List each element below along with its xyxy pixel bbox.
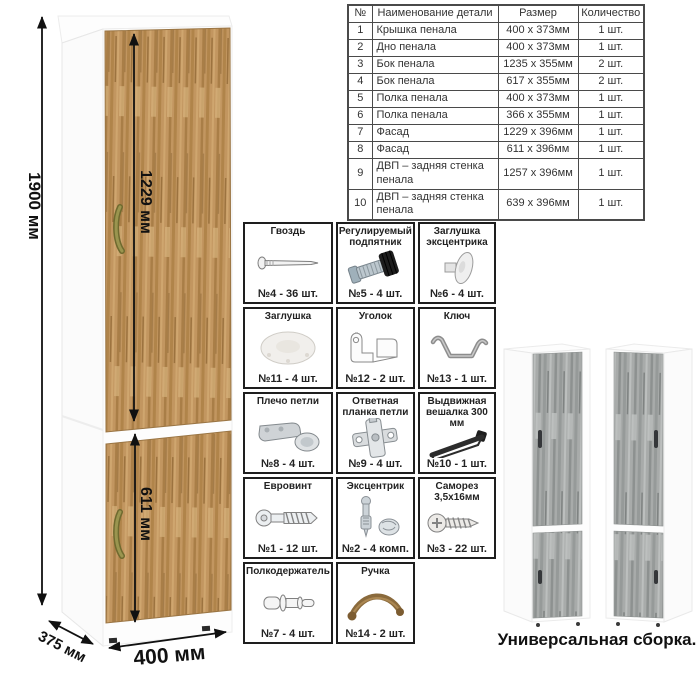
hardware-item (336, 562, 415, 644)
cabinet-diagram (0, 0, 242, 683)
part-size: 366 х 355мм (498, 108, 578, 125)
hardware-item-name: Гвоздь (270, 226, 306, 237)
hardware-item-count: №11 - 4 шт. (258, 373, 318, 385)
hardware-item-name: Ответная планка петли (342, 396, 409, 419)
part-qty: 1 шт. (578, 108, 644, 125)
hardware-item (243, 307, 333, 389)
hinge-plate-icon (345, 418, 405, 458)
part-size: 1257 х 396мм (498, 159, 578, 190)
ref-left-lower-handle (538, 570, 542, 584)
part-name: ДВП – задняя стенка пенала (372, 159, 498, 190)
part-qty: 1 шт. (578, 40, 644, 57)
table-row (348, 40, 644, 57)
part-name: Фасад (372, 142, 498, 159)
ref-right-upper-handle (654, 430, 658, 448)
hex-key-icon (425, 322, 489, 373)
lower-door (106, 431, 231, 623)
part-size: 1229 х 396мм (498, 125, 578, 142)
hardware-item (418, 222, 496, 304)
hardware-item (336, 392, 415, 474)
hardware-grid (243, 222, 496, 644)
hardware-item-count: №1 - 12 шт. (257, 543, 318, 555)
hardware-item-name: Выдвижная вешалка 300 мм (426, 396, 488, 430)
reference-cabinet-left (504, 344, 590, 627)
cabinet-foot-right (202, 626, 210, 632)
hardware-item-count: №2 - 4 комп. (341, 543, 409, 555)
part-qty: 1 шт. (578, 142, 644, 159)
cabinet-foot-left (109, 638, 117, 644)
part-qty: 1 шт. (578, 91, 644, 108)
hardware-item-name: Заглушка эксцентрика (426, 226, 488, 249)
hardware-item-count: №4 - 36 шт. (257, 288, 318, 300)
hardware-item-name: Ручка (361, 566, 390, 577)
confirmat-screw-icon (255, 492, 321, 543)
shelf-pin-icon (258, 577, 318, 628)
part-qty: 1 шт. (578, 125, 644, 142)
hardware-item-count: №10 - 1 шт. (426, 458, 487, 470)
part-number: 1 (348, 23, 372, 40)
hardware-item-count: №13 - 1 шт. (426, 373, 487, 385)
dim-depth-label: 375 мм (35, 627, 89, 667)
hardware-item-name: Плечо петли (256, 396, 320, 407)
table-row (348, 57, 644, 74)
universal-assembly-render (496, 340, 700, 630)
hardware-item (418, 477, 496, 559)
part-number: 10 (348, 189, 372, 220)
hardware-item-name: Эксцентрик (346, 481, 405, 492)
hardware-item-count: №14 - 2 шт. (345, 628, 406, 640)
table-row (348, 74, 644, 91)
ref-left-foot (536, 623, 540, 627)
hardware-item-count: №9 - 4 шт. (348, 458, 403, 470)
hardware-item-count: №3 - 22 шт. (426, 543, 487, 555)
part-size: 611 х 396мм (498, 142, 578, 159)
hardware-item (336, 222, 415, 304)
hardware-item (418, 392, 496, 474)
part-qty: 1 шт. (578, 159, 644, 190)
table-header-row (348, 5, 644, 23)
ref-right-foot (616, 622, 620, 626)
ref-right-side (664, 349, 692, 622)
col-header-size: Размер (498, 5, 578, 23)
reference-cabinet-right (606, 344, 692, 627)
hardware-item-name: Саморез 3,5х16мм (434, 481, 480, 504)
table-row (348, 23, 644, 40)
part-qty: 1 шт. (578, 23, 644, 40)
handle-icon (342, 577, 408, 628)
hardware-item (336, 307, 415, 389)
part-number: 3 (348, 57, 372, 74)
part-number: 5 (348, 91, 372, 108)
ref-right-lower-handle (654, 570, 658, 584)
part-qty: 1 шт. (578, 189, 644, 220)
ref-left-upper-handle (538, 430, 542, 448)
hardware-item-count: №7 - 4 шт. (260, 628, 315, 640)
cabinet-side-panel (62, 29, 103, 646)
table-row (348, 142, 644, 159)
part-size: 1235 х 355мм (498, 57, 578, 74)
part-number: 2 (348, 40, 372, 57)
part-qty: 2 шт. (578, 57, 644, 74)
hinge-arm-icon (255, 407, 321, 458)
hardware-item (418, 307, 496, 389)
cam-cap-icon (432, 248, 482, 288)
plug-cap-icon (257, 322, 319, 373)
col-header-qty: Количество (578, 5, 644, 23)
ref-left-side (504, 349, 532, 622)
hardware-item (243, 392, 333, 474)
hardware-item-name: Заглушка (264, 311, 312, 322)
part-number: 7 (348, 125, 372, 142)
corner-bracket-icon (344, 322, 406, 373)
hardware-item (243, 477, 333, 559)
hardware-item-count: №8 - 4 шт. (260, 458, 315, 470)
table-row (348, 91, 644, 108)
col-header-number: № (348, 5, 372, 23)
dim-height-label: 1900 мм (25, 172, 44, 240)
ref-right-foot (656, 623, 660, 627)
table-row (348, 125, 644, 142)
adjustable-foot-icon (346, 248, 404, 288)
hardware-item-count: №12 - 2 шт. (345, 373, 406, 385)
ref-left-foot (576, 622, 580, 626)
screw-icon (426, 503, 488, 543)
nail-icon (255, 237, 321, 288)
part-name: Полка пенала (372, 108, 498, 125)
cam-lock-icon (345, 492, 405, 543)
hardware-item-count: №6 - 4 шт. (429, 288, 484, 300)
part-name: ДВП – задняя стенка пенала (372, 189, 498, 220)
part-name: Дно пенала (372, 40, 498, 57)
table-row (348, 189, 644, 220)
dim-upper-door-label: 1229 мм (137, 170, 154, 234)
part-qty: 2 шт. (578, 74, 644, 91)
part-name: Крышка пенала (372, 23, 498, 40)
hardware-item-name: Евровинт (263, 481, 313, 492)
pullout-hanger-icon (424, 430, 490, 458)
dim-lower-door-label: 611 мм (137, 487, 154, 541)
part-name: Фасад (372, 125, 498, 142)
table-row (348, 159, 644, 190)
hardware-item (243, 562, 333, 644)
part-size: 400 х 373мм (498, 40, 578, 57)
hardware-item-name: Регулируемый подпятник (338, 226, 412, 249)
part-name: Бок пенала (372, 74, 498, 91)
part-number: 9 (348, 159, 372, 190)
part-size: 639 х 396мм (498, 189, 578, 220)
hardware-item (243, 222, 333, 304)
upper-door (105, 28, 231, 432)
part-number: 4 (348, 74, 372, 91)
assembly-caption: Универсальная сборка. (497, 630, 697, 649)
hardware-item (336, 477, 415, 559)
table-row (348, 108, 644, 125)
part-name: Полка пенала (372, 91, 498, 108)
hardware-item-count: №5 - 4 шт. (348, 288, 403, 300)
parts-table-body (348, 23, 644, 221)
part-size: 400 х 373мм (498, 23, 578, 40)
part-number: 8 (348, 142, 372, 159)
hardware-item-name: Ключ (443, 311, 471, 322)
hardware-item-name: Уголок (358, 311, 392, 322)
parts-table (347, 4, 645, 221)
part-size: 400 х 373мм (498, 91, 578, 108)
dim-width-label: 400 мм (132, 640, 207, 671)
part-name: Бок пенала (372, 57, 498, 74)
part-size: 617 х 355мм (498, 74, 578, 91)
part-number: 6 (348, 108, 372, 125)
hardware-item-name: Полкодержатель (246, 566, 330, 577)
col-header-name: Наименование детали (372, 5, 498, 23)
